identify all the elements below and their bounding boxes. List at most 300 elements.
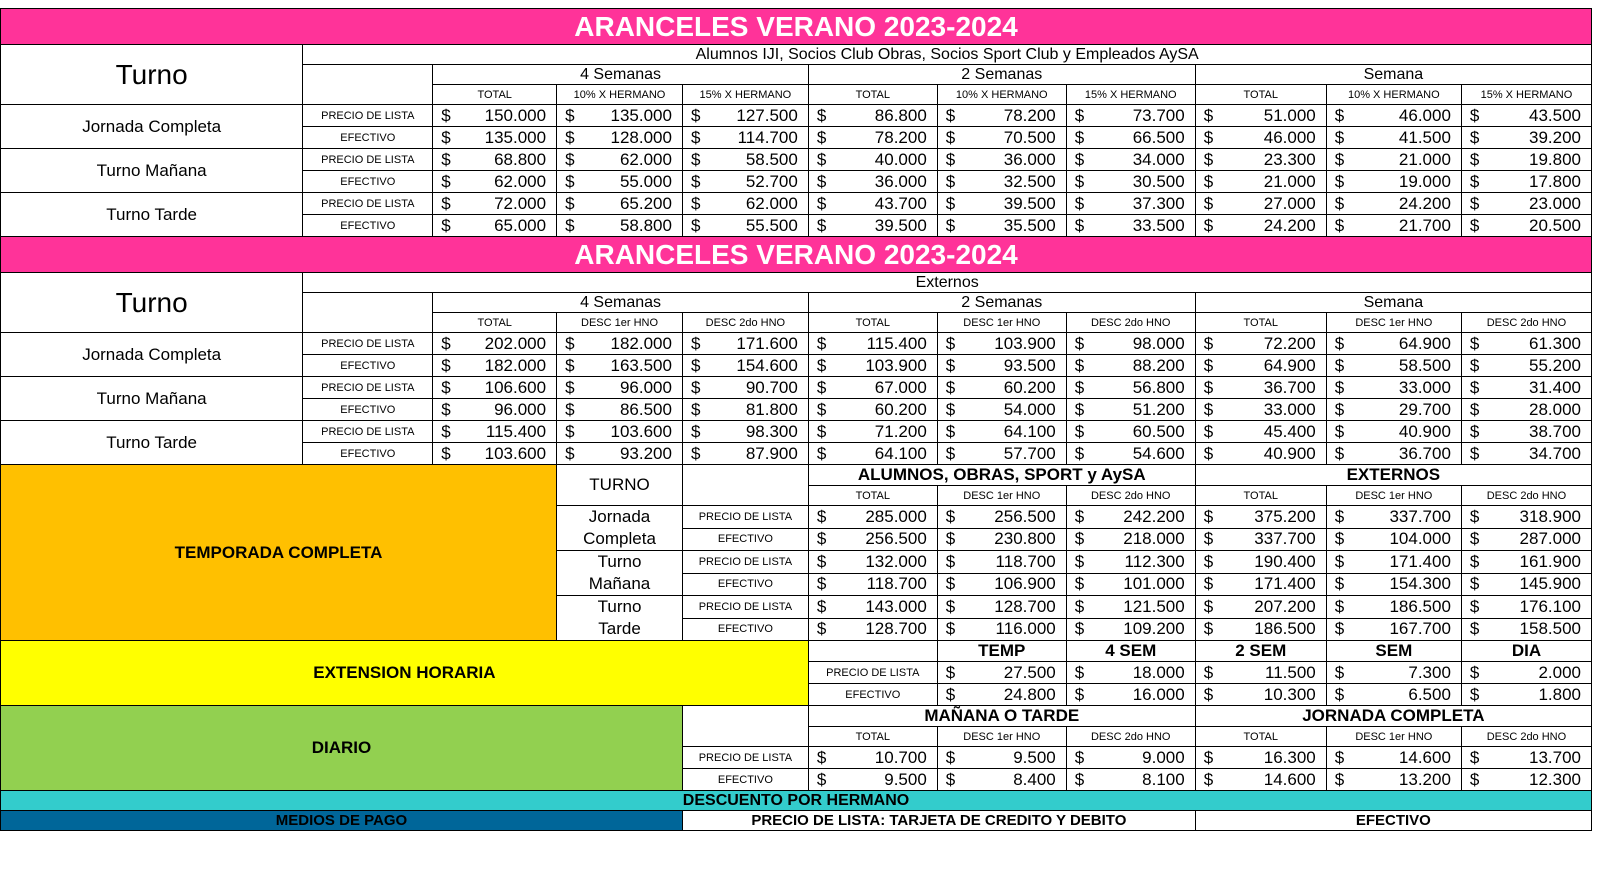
price-value: 57.700 <box>1003 443 1056 463</box>
diario-label: DIARIO <box>1 706 683 791</box>
price-cell <box>1461 443 1591 465</box>
currency-symbol: $ <box>1334 769 1345 789</box>
currency-symbol: $ <box>945 662 956 682</box>
price-cell <box>808 149 937 171</box>
price-value: 337.700 <box>1389 506 1451 526</box>
currency-symbol: $ <box>1203 662 1214 682</box>
price-value: 10.700 <box>874 747 927 767</box>
price-cell <box>1461 149 1591 171</box>
price-value: 19.000 <box>1398 171 1451 191</box>
subcol-header: DESC 2do HNO <box>1461 313 1591 333</box>
table-row <box>1 641 1592 662</box>
turno-label: Tarde <box>557 618 683 641</box>
price-cell <box>1461 506 1591 529</box>
price-value: 55.000 <box>619 171 672 191</box>
currency-symbol: $ <box>945 333 956 353</box>
price-value: 33.000 <box>1263 399 1316 419</box>
price-cell <box>682 215 808 237</box>
price-value: 7.300 <box>1408 662 1451 682</box>
currency-symbol: $ <box>816 333 827 353</box>
price-value: 36.700 <box>1398 443 1451 463</box>
price-cell <box>937 215 1066 237</box>
price-value: 56.800 <box>1132 377 1185 397</box>
currency-symbol: $ <box>690 193 701 213</box>
price-cell <box>557 127 683 149</box>
currency-symbol: $ <box>1074 333 1085 353</box>
price-cell <box>1195 684 1326 706</box>
price-value: 34.000 <box>1132 149 1185 169</box>
price-value: 104.000 <box>1389 529 1451 549</box>
subcol-header: 10% X HERMANO <box>1326 85 1461 105</box>
currency-symbol: $ <box>816 596 827 616</box>
price-value: 45.400 <box>1263 421 1316 441</box>
subcol-header: 10% X HERMANO <box>557 85 683 105</box>
price-value: 118.700 <box>995 551 1056 571</box>
price-cell <box>1195 149 1326 171</box>
price-value: 13.200 <box>1398 769 1451 789</box>
currency-symbol: $ <box>1469 506 1480 526</box>
price-value: 30.500 <box>1132 171 1185 191</box>
price-cell <box>808 399 937 421</box>
price-value: 60.500 <box>1132 421 1185 441</box>
price-cell <box>937 127 1066 149</box>
currency-symbol: $ <box>945 596 956 616</box>
price-value: 78.200 <box>1003 105 1056 125</box>
currency-symbol: $ <box>1203 421 1214 441</box>
currency-symbol: $ <box>1469 443 1480 463</box>
price-cell <box>1066 215 1195 237</box>
price-cell <box>1461 573 1591 596</box>
precio-lista-note: PRECIO DE LISTA: TARJETA DE CREDITO Y DEBITO <box>682 811 1195 831</box>
price-cell <box>1066 399 1195 421</box>
currency-symbol: $ <box>1203 551 1214 571</box>
currency-symbol: $ <box>816 747 827 767</box>
currency-symbol: $ <box>1469 596 1480 616</box>
price-value: 218.000 <box>1123 529 1185 549</box>
price-cell <box>1066 355 1195 377</box>
currency-symbol: $ <box>1203 333 1214 353</box>
price-value: 8.100 <box>1142 769 1185 789</box>
currency-symbol: $ <box>945 215 956 235</box>
price-value: 103.600 <box>484 443 547 463</box>
price-value: 186.500 <box>1254 619 1316 639</box>
price-type: EFECTIVO <box>303 399 433 421</box>
price-cell <box>1066 747 1195 769</box>
price-type: EFECTIVO <box>682 769 808 791</box>
price-value: 8.400 <box>1013 769 1056 789</box>
currency-symbol: $ <box>1334 551 1345 571</box>
price-cell <box>433 193 557 215</box>
currency-symbol: $ <box>441 105 451 125</box>
price-cell <box>937 399 1066 421</box>
price-cell <box>1195 506 1326 529</box>
price-value: 86.800 <box>874 105 927 125</box>
currency-symbol: $ <box>441 215 451 235</box>
price-cell <box>1326 399 1461 421</box>
table-row <box>1 377 1592 399</box>
price-value: 109.200 <box>1123 619 1185 639</box>
price-cell <box>1195 399 1326 421</box>
currency-symbol: $ <box>816 443 827 463</box>
currency-symbol: $ <box>816 551 827 571</box>
subcol-header: 10% X HERMANO <box>937 85 1066 105</box>
price-value: 55.500 <box>745 215 798 235</box>
currency-symbol: $ <box>565 171 575 191</box>
currency-symbol: $ <box>1074 171 1085 191</box>
currency-symbol: $ <box>1074 149 1085 169</box>
currency-symbol: $ <box>945 506 956 526</box>
price-value: 37.300 <box>1132 193 1185 213</box>
price-cell <box>1066 193 1195 215</box>
currency-symbol: $ <box>1074 506 1085 526</box>
currency-symbol: $ <box>690 443 701 463</box>
price-value: 43.700 <box>874 193 927 213</box>
price-value: 242.200 <box>1123 506 1185 526</box>
price-value: 16.000 <box>1132 684 1185 704</box>
subcol-header: TOTAL <box>433 85 557 105</box>
price-cell <box>1461 355 1591 377</box>
price-cell <box>937 355 1066 377</box>
price-cell <box>1461 171 1591 193</box>
section-title: ARANCELES VERANO 2023-2024 <box>1 9 1592 45</box>
turno-label: Turno Tarde <box>1 193 303 237</box>
price-value: 186.500 <box>1389 596 1451 616</box>
price-value: 10.300 <box>1263 684 1316 704</box>
price-value: 60.200 <box>1003 377 1056 397</box>
price-cell <box>1326 443 1461 465</box>
group-header: MAÑANA O TARDE <box>808 706 1195 727</box>
currency-symbol: $ <box>1074 443 1085 463</box>
price-cell <box>808 105 937 127</box>
price-type: EFECTIVO <box>682 528 808 551</box>
price-cell <box>1195 618 1326 641</box>
price-value: 337.700 <box>1254 529 1316 549</box>
price-cell <box>808 421 937 443</box>
period-header: 2 Semanas <box>808 65 1195 85</box>
currency-symbol: $ <box>690 215 701 235</box>
currency-symbol: $ <box>1074 551 1085 571</box>
turno-label: Turno Mañana <box>1 149 303 193</box>
currency-symbol: $ <box>1203 215 1214 235</box>
currency-symbol: $ <box>441 171 451 191</box>
medios-de-pago: MEDIOS DE PAGO <box>1 811 683 831</box>
price-value: 112.300 <box>1124 551 1185 571</box>
price-cell <box>808 769 937 791</box>
price-value: 158.500 <box>1519 619 1581 639</box>
group-header: ALUMNOS, OBRAS, SPORT y AySA <box>808 465 1195 486</box>
currency-symbol: $ <box>1334 171 1345 191</box>
subcol-header: 15% X HERMANO <box>682 85 808 105</box>
currency-symbol: $ <box>1074 529 1085 549</box>
price-cell <box>1326 551 1461 574</box>
price-value: 20.500 <box>1529 215 1581 235</box>
currency-symbol: $ <box>945 574 956 594</box>
price-value: 24.200 <box>1263 215 1316 235</box>
price-value: 14.600 <box>1263 769 1316 789</box>
turno-label: Jornada Completa <box>1 105 303 149</box>
extension-col-header: DIA <box>1461 641 1591 662</box>
price-cell <box>433 215 557 237</box>
currency-symbol: $ <box>1469 333 1480 353</box>
price-value: 190.400 <box>1254 551 1316 571</box>
price-value: 287.000 <box>1519 529 1581 549</box>
price-cell <box>433 421 557 443</box>
currency-symbol: $ <box>441 355 451 375</box>
currency-symbol: $ <box>1334 399 1345 419</box>
price-cell <box>557 355 683 377</box>
currency-symbol: $ <box>1469 421 1480 441</box>
currency-symbol: $ <box>1203 355 1214 375</box>
price-cell <box>1326 618 1461 641</box>
group-label: Externos <box>303 273 1592 293</box>
price-value: 67.000 <box>874 377 927 397</box>
period-header: 4 Semanas <box>433 65 809 85</box>
currency-symbol: $ <box>565 443 575 463</box>
currency-symbol: $ <box>945 377 956 397</box>
price-cell <box>1195 528 1326 551</box>
subcol-header: TOTAL <box>808 85 937 105</box>
price-cell <box>808 215 937 237</box>
price-cell <box>1461 377 1591 399</box>
price-value: 34.700 <box>1529 443 1581 463</box>
price-value: 58.500 <box>745 149 798 169</box>
price-cell <box>682 193 808 215</box>
price-value: 103.900 <box>994 333 1056 353</box>
price-cell <box>1195 355 1326 377</box>
currency-symbol: $ <box>816 529 827 549</box>
price-type: PRECIO DE LISTA <box>303 149 433 171</box>
price-type: EFECTIVO <box>303 443 433 465</box>
price-cell <box>937 377 1066 399</box>
price-value: 114.700 <box>737 127 798 147</box>
price-value: 14.600 <box>1398 747 1451 767</box>
turno-header: Turno <box>1 273 303 333</box>
currency-symbol: $ <box>816 127 827 147</box>
price-value: 18.000 <box>1132 662 1185 682</box>
currency-symbol: $ <box>945 619 956 639</box>
price-type: PRECIO DE LISTA <box>682 506 808 529</box>
price-value: 285.000 <box>865 506 927 526</box>
price-value: 143.000 <box>865 596 927 616</box>
empty-cell <box>682 465 808 506</box>
price-cell <box>1461 215 1591 237</box>
currency-symbol: $ <box>1334 574 1345 594</box>
currency-symbol: $ <box>1469 662 1480 682</box>
price-cell <box>1066 377 1195 399</box>
turno-label: Turno <box>557 596 683 619</box>
currency-symbol: $ <box>1074 684 1085 704</box>
price-cell <box>937 506 1066 529</box>
price-cell <box>1461 747 1591 769</box>
price-cell <box>937 333 1066 355</box>
price-cell <box>937 618 1066 641</box>
price-cell <box>1066 506 1195 529</box>
currency-symbol: $ <box>1203 619 1214 639</box>
price-cell <box>1326 421 1461 443</box>
price-cell <box>808 506 937 529</box>
price-value: 78.200 <box>874 127 927 147</box>
price-cell <box>682 377 808 399</box>
price-cell <box>1195 443 1326 465</box>
empty-cell <box>303 65 433 105</box>
subcol-header: DESC 1er HNO <box>937 727 1066 747</box>
price-value: 36.000 <box>874 171 927 191</box>
price-cell <box>937 684 1066 706</box>
currency-symbol: $ <box>816 574 827 594</box>
currency-symbol: $ <box>945 684 956 704</box>
price-cell <box>1066 333 1195 355</box>
price-value: 27.000 <box>1263 193 1316 213</box>
price-cell <box>557 443 683 465</box>
price-value: 145.900 <box>1519 574 1581 594</box>
price-value: 64.100 <box>1003 421 1056 441</box>
currency-symbol: $ <box>690 421 701 441</box>
price-cell <box>808 355 937 377</box>
price-value: 33.500 <box>1132 215 1185 235</box>
price-cell <box>682 355 808 377</box>
currency-symbol: $ <box>816 355 827 375</box>
price-cell <box>557 215 683 237</box>
price-value: 38.700 <box>1529 421 1581 441</box>
currency-symbol: $ <box>1469 551 1480 571</box>
price-cell <box>1195 127 1326 149</box>
price-cell <box>937 573 1066 596</box>
currency-symbol: $ <box>565 377 575 397</box>
price-cell <box>1326 573 1461 596</box>
currency-symbol: $ <box>565 421 575 441</box>
subcol-header: DESC 1er HNO <box>557 313 683 333</box>
price-value: 1.800 <box>1538 684 1581 704</box>
price-value: 207.200 <box>1254 596 1316 616</box>
currency-symbol: $ <box>441 193 451 213</box>
period-header: Semana <box>1195 293 1591 313</box>
price-cell <box>937 596 1066 619</box>
price-type: PRECIO DE LISTA <box>682 596 808 619</box>
price-cell <box>682 333 808 355</box>
price-cell <box>1326 333 1461 355</box>
empty-cell <box>808 641 937 662</box>
price-value: 128.000 <box>610 127 672 147</box>
currency-symbol: $ <box>565 333 575 353</box>
currency-symbol: $ <box>1203 399 1214 419</box>
price-value: 9.500 <box>1013 747 1056 767</box>
price-cell <box>557 149 683 171</box>
price-value: 93.200 <box>619 443 672 463</box>
currency-symbol: $ <box>1334 506 1345 526</box>
price-value: 39.500 <box>1003 193 1056 213</box>
price-type: EFECTIVO <box>303 355 433 377</box>
price-value: 62.000 <box>619 149 672 169</box>
currency-symbol: $ <box>1334 377 1345 397</box>
price-cell <box>808 573 937 596</box>
currency-symbol: $ <box>690 377 701 397</box>
currency-symbol: $ <box>565 193 575 213</box>
price-value: 101.000 <box>1123 574 1185 594</box>
price-cell <box>1195 215 1326 237</box>
currency-symbol: $ <box>1334 355 1345 375</box>
currency-symbol: $ <box>1203 747 1214 767</box>
price-cell <box>937 443 1066 465</box>
currency-symbol: $ <box>1203 506 1214 526</box>
price-value: 21.000 <box>1398 149 1451 169</box>
table-row <box>1 465 1592 486</box>
currency-symbol: $ <box>690 105 701 125</box>
price-cell <box>1326 506 1461 529</box>
price-value: 106.600 <box>484 377 547 397</box>
price-value: 54.000 <box>1003 399 1056 419</box>
currency-symbol: $ <box>1203 529 1214 549</box>
price-value: 176.100 <box>1519 596 1581 616</box>
turno-label: Turno Mañana <box>1 377 303 421</box>
currency-symbol: $ <box>1203 171 1214 191</box>
currency-symbol: $ <box>1074 399 1085 419</box>
price-cell <box>433 171 557 193</box>
price-value: 128.700 <box>994 596 1056 616</box>
price-value: 46.000 <box>1263 127 1316 147</box>
currency-symbol: $ <box>1203 193 1214 213</box>
price-value: 9.000 <box>1142 747 1185 767</box>
price-value: 54.600 <box>1132 443 1185 463</box>
price-value: 51.200 <box>1132 399 1185 419</box>
price-value: 24.800 <box>1003 684 1056 704</box>
price-cell <box>682 127 808 149</box>
price-type: PRECIO DE LISTA <box>303 193 433 215</box>
currency-symbol: $ <box>690 149 701 169</box>
price-value: 96.000 <box>619 377 672 397</box>
price-value: 39.500 <box>874 215 927 235</box>
price-cell <box>808 443 937 465</box>
price-cell <box>1066 528 1195 551</box>
group-header: EXTERNOS <box>1195 465 1591 486</box>
subcol-header: TOTAL <box>433 313 557 333</box>
currency-symbol: $ <box>816 399 827 419</box>
currency-symbol: $ <box>1074 747 1085 767</box>
price-value: 35.500 <box>1003 215 1056 235</box>
group-header: JORNADA COMPLETA <box>1195 706 1591 727</box>
price-cell <box>1195 747 1326 769</box>
price-type: PRECIO DE LISTA <box>682 551 808 574</box>
price-cell <box>682 149 808 171</box>
price-cell <box>1461 127 1591 149</box>
currency-symbol: $ <box>1074 769 1085 789</box>
price-value: 40.900 <box>1398 421 1451 441</box>
price-value: 62.000 <box>745 193 798 213</box>
section-title: ARANCELES VERANO 2023-2024 <box>1 237 1592 273</box>
price-cell <box>1326 769 1461 791</box>
currency-symbol: $ <box>1203 769 1214 789</box>
extension-label: EXTENSION HORARIA <box>1 641 809 706</box>
currency-symbol: $ <box>1469 105 1480 125</box>
price-value: 31.400 <box>1529 377 1581 397</box>
currency-symbol: $ <box>1334 443 1345 463</box>
currency-symbol: $ <box>1203 574 1214 594</box>
price-cell <box>1326 105 1461 127</box>
price-value: 171.400 <box>1254 574 1316 594</box>
price-cell <box>1326 528 1461 551</box>
extension-col-header: 2 SEM <box>1195 641 1326 662</box>
currency-symbol: $ <box>1203 127 1214 147</box>
price-cell <box>557 399 683 421</box>
price-cell <box>1461 596 1591 619</box>
price-value: 28.000 <box>1529 399 1581 419</box>
subcol-header: 15% X HERMANO <box>1066 85 1195 105</box>
price-cell <box>1461 399 1591 421</box>
currency-symbol: $ <box>1203 149 1214 169</box>
currency-symbol: $ <box>1469 769 1480 789</box>
price-cell <box>1461 193 1591 215</box>
price-cell <box>1326 127 1461 149</box>
price-value: 86.500 <box>619 399 672 419</box>
